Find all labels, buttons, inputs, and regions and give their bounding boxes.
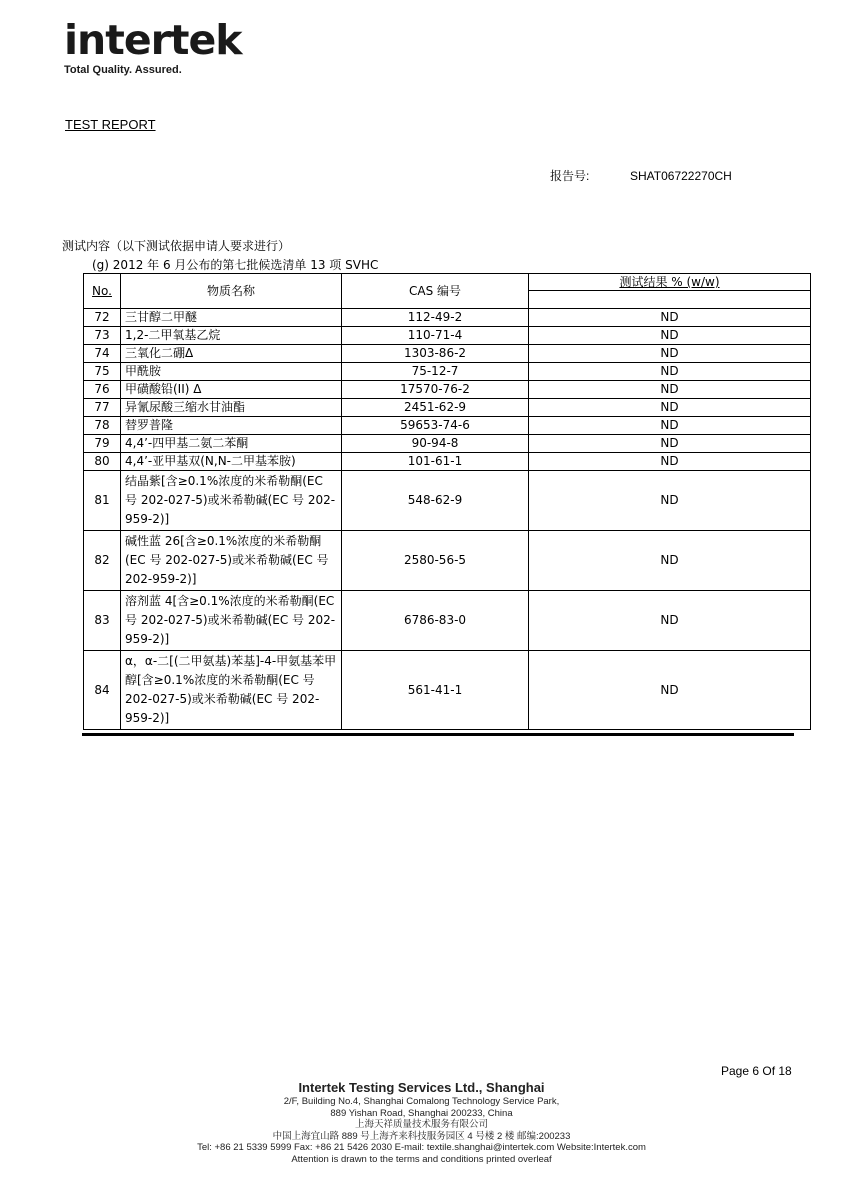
cell-cas: 59653-74-6 <box>342 417 529 435</box>
cell-no: 76 <box>84 381 121 399</box>
svhc-results-table <box>83 273 811 730</box>
logo-tagline: Total Quality. Assured. <box>64 64 182 76</box>
cell-no: 73 <box>84 327 121 345</box>
cell-substance-name: α，α-二[(二甲氨基)苯基]-4-甲氨基苯甲醇[含≥0.1%浓度的米希勒酮(EC 号 202-027-5)或米希勒碱(EC 号 202-959-2)] <box>121 651 342 730</box>
table-row <box>84 345 811 363</box>
cell-cas: 101-61-1 <box>342 453 529 471</box>
cell-no: 75 <box>84 363 121 381</box>
report-number-value: SHAT06722270CH <box>630 169 732 183</box>
cell-result: ND <box>529 417 811 435</box>
footer-company: Intertek Testing Services Ltd., Shanghai <box>298 1080 545 1095</box>
table-row <box>84 531 811 591</box>
table-row <box>84 381 811 399</box>
footer-contact: Tel: +86 21 5339 5999 Fax: +86 21 5426 2030 E-mail: textile.shanghai@intertek.com Website:Intertek.com <box>197 1142 646 1153</box>
cell-result: ND <box>529 399 811 417</box>
cell-result: ND <box>529 531 811 591</box>
footer-address-cn: 中国上海宜山路 889 号上海齐来科技服务园区 4 号楼 2 楼 邮编:200233 <box>272 1130 571 1142</box>
logo-wordmark: intertek <box>64 16 242 64</box>
report-number-label: 报告号: <box>550 169 590 183</box>
footer-address-2: 889 Yishan Road, Shanghai 200233, China <box>330 1107 513 1119</box>
table-row <box>84 651 811 730</box>
cell-cas: 75-12-7 <box>342 363 529 381</box>
cell-no: 72 <box>84 309 121 327</box>
header-substance-name: 物质名称 <box>121 274 342 309</box>
cell-result: ND <box>529 309 811 327</box>
footer <box>0 1080 843 1165</box>
cell-result: ND <box>529 651 811 730</box>
cell-substance-name: 三甘醇二甲醚 <box>121 309 342 327</box>
cell-substance-name: 结晶紫[含≥0.1%浓度的米希勒酮(EC 号 202-027-5)或米希勒碱(EC 号 202-959-2)] <box>121 471 342 531</box>
intertek-logo <box>64 18 242 76</box>
page-number: Page 6 Of 18 <box>721 1064 792 1078</box>
table-bottom-rule <box>82 733 794 736</box>
cell-substance-name: 甲酰胺 <box>121 363 342 381</box>
footer-notice: Attention is drawn to the terms and conditions printed overleaf <box>291 1153 552 1165</box>
cell-result: ND <box>529 345 811 363</box>
section-subheading: (g) 2012 年 6 月公布的第七批候选清单 13 项 SVHC <box>92 258 379 272</box>
cell-substance-name: 替罗普隆 <box>121 417 342 435</box>
cell-cas: 110-71-4 <box>342 327 529 345</box>
cell-cas: 561-41-1 <box>342 651 529 730</box>
cell-result: ND <box>529 327 811 345</box>
header-result-label: 测试结果 % (w/w) <box>529 274 810 291</box>
report-number <box>550 167 732 184</box>
cell-no: 77 <box>84 399 121 417</box>
cell-cas: 112-49-2 <box>342 309 529 327</box>
cell-cas: 6786-83-0 <box>342 591 529 651</box>
cell-no: 81 <box>84 471 121 531</box>
table-header-row <box>84 274 811 309</box>
table-row <box>84 591 811 651</box>
cell-cas: 1303-86-2 <box>342 345 529 363</box>
cell-cas: 548-62-9 <box>342 471 529 531</box>
cell-result: ND <box>529 363 811 381</box>
footer-company-cn: 上海天祥质量技术服务有限公司 <box>354 1119 488 1130</box>
table-row <box>84 471 811 531</box>
cell-cas: 17570-76-2 <box>342 381 529 399</box>
report-title: TEST REPORT <box>65 117 156 132</box>
header-no: No. <box>84 274 121 309</box>
header-result-blank <box>529 291 810 308</box>
cell-cas: 2451-62-9 <box>342 399 529 417</box>
cell-no: 84 <box>84 651 121 730</box>
cell-substance-name: 三氧化二硼Δ <box>121 345 342 363</box>
cell-result: ND <box>529 591 811 651</box>
table-row <box>84 327 811 345</box>
cell-cas: 90-94-8 <box>342 435 529 453</box>
cell-substance-name: 4,4’-亚甲基双(N,N-二甲基苯胺) <box>121 453 342 471</box>
cell-no: 79 <box>84 435 121 453</box>
cell-cas: 2580-56-5 <box>342 531 529 591</box>
table-row <box>84 435 811 453</box>
cell-result: ND <box>529 435 811 453</box>
footer-address-1: 2/F, Building No.4, Shanghai Comalong Technology Service Park, <box>283 1096 560 1107</box>
table-row <box>84 309 811 327</box>
cell-no: 78 <box>84 417 121 435</box>
cell-substance-name: 碱性蓝 26[含≥0.1%浓度的米希勒酮(EC 号 202-027-5)或米希勒碱(EC 号 202-959-2)] <box>121 531 342 591</box>
cell-result: ND <box>529 453 811 471</box>
cell-result: ND <box>529 471 811 531</box>
header-result <box>529 274 811 309</box>
test-content-intro: 测试内容（以下测试依据申请人要求进行） <box>62 239 291 253</box>
cell-result: ND <box>529 381 811 399</box>
cell-substance-name: 溶剂蓝 4[含≥0.1%浓度的米希勒酮(EC 号 202-027-5)或米希勒碱(EC 号 202-959-2)] <box>121 591 342 651</box>
cell-substance-name: 1,2-二甲氧基乙烷 <box>121 327 342 345</box>
cell-substance-name: 4,4’-四甲基二氨二苯酮 <box>121 435 342 453</box>
cell-substance-name: 异氰尿酸三缩水甘油酯 <box>121 399 342 417</box>
table-body <box>84 309 811 730</box>
table-row <box>84 417 811 435</box>
cell-no: 83 <box>84 591 121 651</box>
table-row <box>84 399 811 417</box>
cell-no: 74 <box>84 345 121 363</box>
table-row <box>84 363 811 381</box>
cell-no: 82 <box>84 531 121 591</box>
cell-no: 80 <box>84 453 121 471</box>
header-cas: CAS 编号 <box>342 274 529 309</box>
cell-substance-name: 甲磺酸铅(II) Δ <box>121 381 342 399</box>
table-row <box>84 453 811 471</box>
